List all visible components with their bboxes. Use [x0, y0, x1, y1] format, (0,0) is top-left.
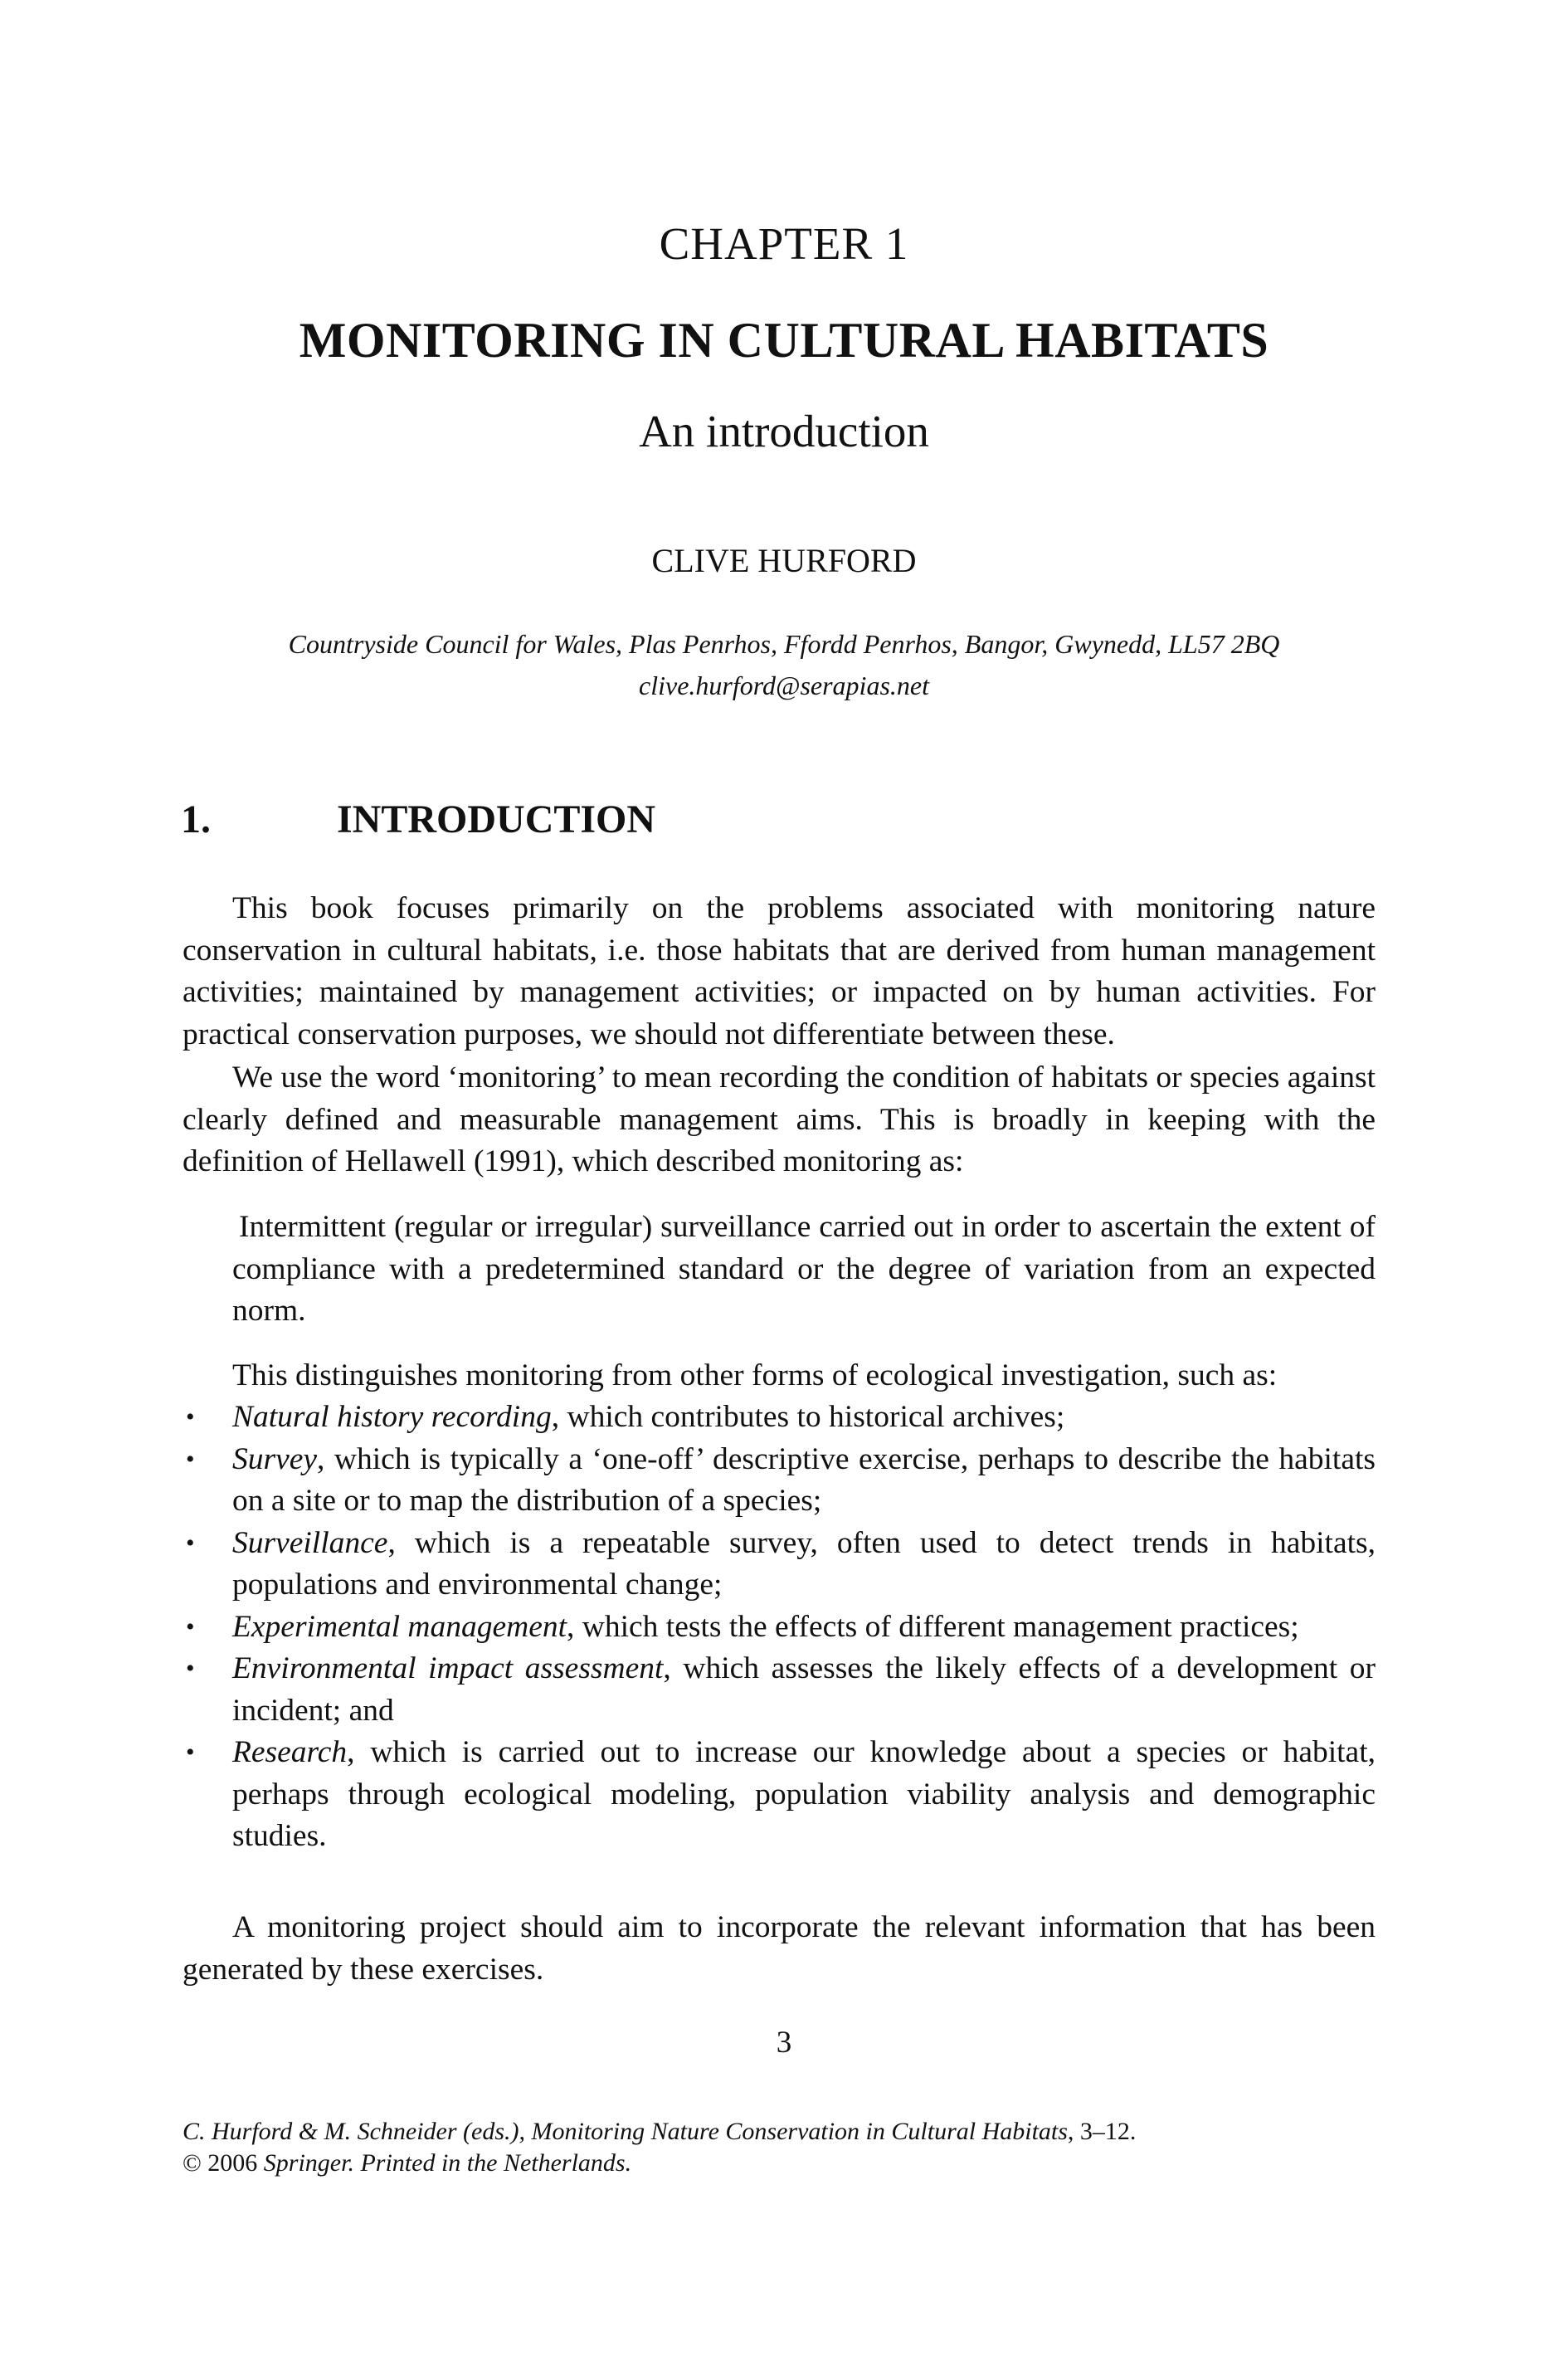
- paragraph-1: This book focuses primarily on the problems associated with monitoring nature conservation in cultural habitats, i.e. those habitats that are derived from human management activities; maintained by management activities; or impacted on by human activities. For practical conservation purposes, we should not differentiate between these.: [183, 891, 1376, 1051]
- paragraph-2: We use the word ‘monitoring’ to mean recording the condition of habitats or species against clearly defined and measurable management aims. This is broadly in keeping with the definition of Hellawell (1991), which described monitoring as:: [183, 1061, 1376, 1178]
- paragraph-4: A monitoring project should aim to incorporate the relevant information that has been generated by these exercises.: [183, 1910, 1376, 1987]
- body-text-block: [183, 1907, 1376, 1991]
- bullet-icon: •: [186, 1529, 195, 1557]
- list-item: [183, 1607, 1376, 1649]
- citation-title: C. Hurford & M. Schneider (eds.), Monitoring Nature Conservation in Cultural Habitats: [183, 2118, 1068, 2145]
- author-name: CLIVE HURFORD: [651, 542, 917, 579]
- bullet-icon: •: [186, 1655, 195, 1682]
- block-quote: Intermittent (regular or irregular) surveillance carried out in order to ascertain the extent of compliance with a predetermined standard or the degree of variation from an expected norm.: [232, 1210, 1376, 1328]
- copyright-year: © 2006: [183, 2149, 264, 2177]
- list-item-term: Surveillance: [232, 1525, 388, 1560]
- bullet-icon: •: [186, 1612, 195, 1641]
- list-item-term: Survey: [232, 1441, 318, 1476]
- copyright-publisher: Springer. Printed in the Netherlands.: [263, 2149, 632, 2177]
- bullet-icon: •: [186, 1445, 195, 1473]
- list-item-text: , which is typically a ‘one-off’ descriptive exercise, perhaps to describe the habitats on a site or to map the distribution of a species;: [232, 1441, 1376, 1518]
- section-heading: [181, 797, 655, 842]
- chapter-label: CHAPTER 1: [659, 218, 909, 269]
- list-item-term: Experimental management: [232, 1609, 567, 1644]
- section-number: 1.: [181, 797, 211, 841]
- citation-pages: , 3–12.: [1067, 2118, 1137, 2145]
- list-item: [183, 1397, 1376, 1439]
- body-text-block: [183, 1057, 1376, 1183]
- author-email: clive.hurford@serapias.net: [639, 670, 929, 700]
- list-item-text: , which tests the effects of different management practices;: [567, 1609, 1299, 1644]
- bullet-icon: •: [186, 1403, 195, 1431]
- body-text-block: [183, 1355, 1376, 1397]
- section-title: INTRODUCTION: [337, 797, 656, 841]
- page-number: 3: [776, 2026, 792, 2060]
- list-item: [183, 1523, 1376, 1607]
- author-affiliation: Countryside Council for Wales, Plas Penrhos, Ffordd Penrhos, Bangor, Gwynedd, LL57 2BQ: [288, 629, 1280, 659]
- list-item: [183, 1439, 1376, 1523]
- list-item-text: , which assesses the likely effects of a development or incident; and: [232, 1651, 1376, 1728]
- list-item-term: Natural history recording: [232, 1400, 552, 1434]
- list-item: [183, 1732, 1376, 1858]
- list-item-term: Research: [232, 1735, 348, 1769]
- investigation-types-list: [183, 1397, 1376, 1858]
- list-item-term: Environmental impact assessment: [232, 1651, 664, 1685]
- list-item: [183, 1648, 1376, 1732]
- footer-citation: [183, 2117, 1376, 2147]
- list-item-text: , which contributes to historical archives;: [551, 1400, 1065, 1434]
- list-item-text: , which is carried out to increase our knowledge about a species or habitat, perhaps through ecological modeling, population viability analysis and demographic studies.: [232, 1735, 1376, 1853]
- footer-copyright: [183, 2148, 1376, 2178]
- chapter-subtitle: An introduction: [639, 406, 929, 456]
- list-item-text: , which is a repeatable survey, often used to detect trends in habitats, populations and environmental change;: [232, 1525, 1376, 1602]
- paragraph-3: This distinguishes monitoring from other forms of ecological investigation, such as:: [232, 1358, 1278, 1392]
- body-text-block: [183, 888, 1376, 1056]
- chapter-title: MONITORING IN CULTURAL HABITATS: [299, 313, 1269, 368]
- bullet-icon: •: [186, 1738, 195, 1766]
